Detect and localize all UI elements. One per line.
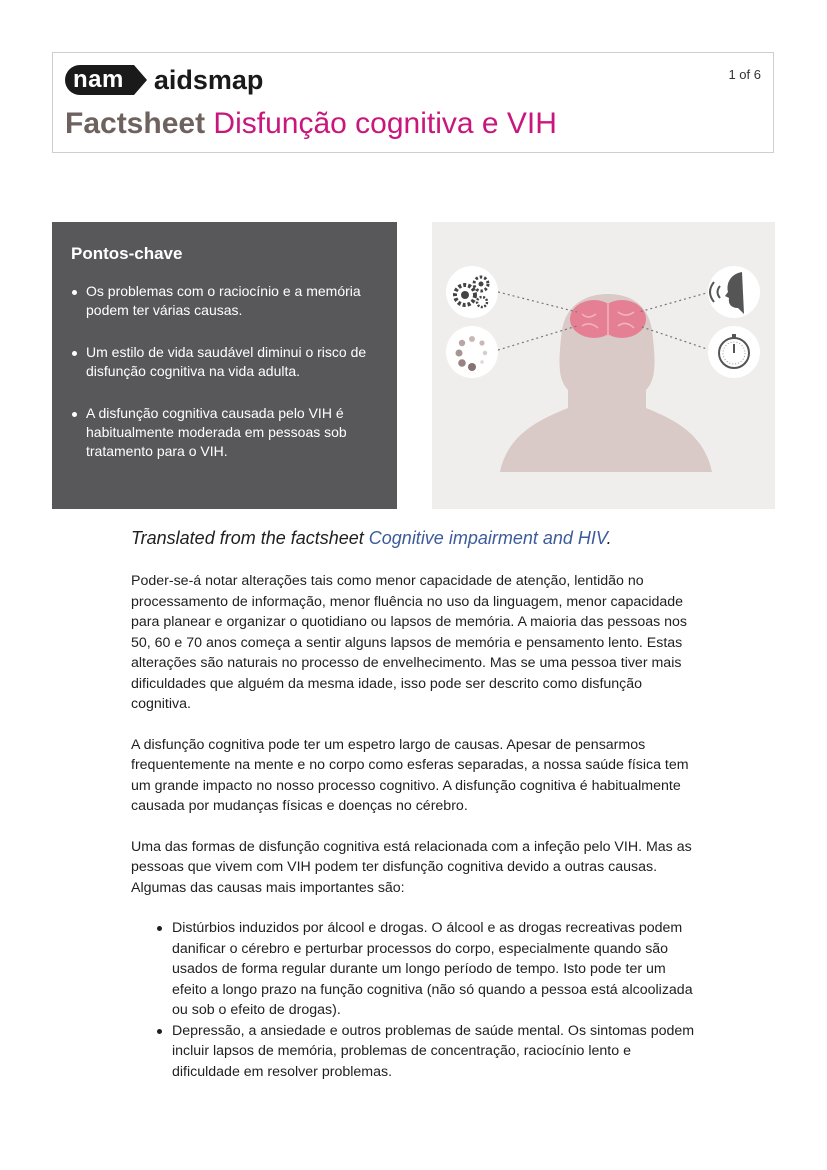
causes-list <box>131 918 701 1082</box>
main-content <box>131 528 701 1082</box>
logo-aidsmap: aidsmap <box>153 64 264 95</box>
body-paragraph: A disfunção cognitiva pode ter um espetro largo de causas. Apesar de pensarmos frequentemente na mente e no corpo como esferas separadas, a nossa saúde física tem um grande impacto no nosso processo cognitivo. A disfunção cognitiva é habitualmente causada por mudanças físicas e doenças no cérebro. <box>131 736 689 814</box>
brain-illustration <box>432 222 775 509</box>
key-point-item: A disfunção cognitiva causada pelo VIH é habitualmente moderada em pessoas sob tratamento para o VIH. <box>71 404 379 461</box>
illustration-graphic <box>432 222 775 509</box>
translation-note <box>131 528 701 549</box>
translated-prefix: Translated from the factsheet <box>131 528 369 548</box>
brain-icon <box>570 300 646 338</box>
loading-dots-icon <box>446 326 498 378</box>
key-points-box <box>52 222 397 509</box>
nam-aidsmap-logo[interactable] <box>65 63 263 97</box>
title-prefix: Factsheet <box>65 107 206 140</box>
key-points-list <box>71 282 379 461</box>
key-point-item: Um estilo de vida saudável diminui o risco de disfunção cognitiva na vida adulta. <box>71 343 379 381</box>
stopwatch-icon <box>708 326 760 378</box>
page-indicator: 1 of 6 <box>728 67 761 82</box>
source-factsheet-link[interactable]: Cognitive impairment and HIV <box>368 528 607 548</box>
translated-suffix: . <box>606 528 612 548</box>
logo-nam: nam <box>65 65 134 95</box>
cause-item: Depressão, a ansiedade e outros problemas de saúde mental. Os sintomas podem incluir lapsos de memória, problemas de concentração, raciocínio lento e dificuldade em resolver problemas. <box>172 1021 701 1083</box>
body-paragraph: Uma das formas de disfunção cognitiva está relacionada com a infeção pelo VIH. Mas as pessoas que vivem com VIH podem ter disfunção cognitiva devido a outras causas. Algumas das causas mais importantes são: <box>131 838 692 896</box>
key-point-item: Os problemas com o raciocínio e a memória podem ter várias causas. <box>71 282 379 320</box>
body-paragraph: Poder-se-á notar alterações tais como menor capacidade de atenção, lentidão no processamento de informação, menor fluência no uso da linguagem, menor capacidade para planear e organizar o quotidiano ou lapsos de memória. A maioria das pessoas nos 50, 60 e 70 anos começa a sentir alguns lapsos de memória e pensamento lento. Estas alterações são naturais no processo de envelhecimento. Mas se uma pessoa tiver mais dificuldades que alguém da mesma idade, isso pode ser descrito como disfunção cognitiva. <box>131 573 688 712</box>
gears-icon <box>446 266 498 318</box>
page-header <box>52 52 774 153</box>
page-title <box>65 107 557 141</box>
cause-item: Distúrbios induzidos por álcool e drogas. O álcool e as drogas recreativas podem danificar o cérebro e perturbar processos do corpo, especialmente quando são usados de forma regular durante um longo período de tempo. Isto pode ter um efeito a longo prazo na função cognitiva (não só quando a pessoa está alcoolizada ou sob o efeito de drogas). <box>172 918 701 1021</box>
key-points-heading: Pontos-chave <box>71 244 183 263</box>
speaking-head-icon <box>708 266 760 318</box>
title-main: Disfunção cognitiva e VIH <box>213 107 557 140</box>
